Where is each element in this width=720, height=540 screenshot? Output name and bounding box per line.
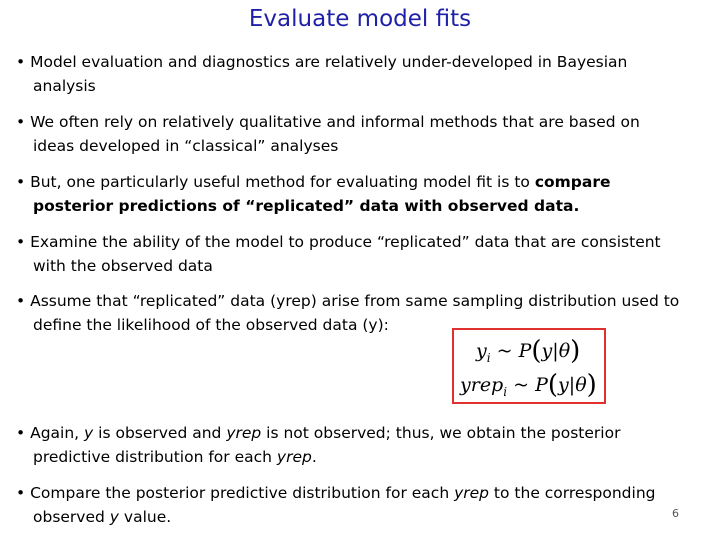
bullet-3-bold-cont: posterior predictions of “replicated” data with observed data. xyxy=(33,197,580,215)
bullet-6-text-cont: predictive distribution for each yrep. xyxy=(33,448,317,466)
bullet-5-text: Assume that “replicated” data (yrep) arise from same sampling distribution used to xyxy=(30,292,680,310)
bullet-glyph: • xyxy=(16,484,26,502)
bullet-2-text-cont: ideas developed in “classical” analyses xyxy=(33,137,339,155)
var-y: y xyxy=(109,508,119,526)
bullet-item-5 xyxy=(16,289,712,337)
bullet-glyph: • xyxy=(16,292,26,310)
bullet-item-3 xyxy=(16,170,712,218)
bullet-item-6: • Again, y is observed and yrep is not observed; thus, we obtain the posterior predictive distribution for each yrep. xyxy=(16,421,712,469)
var-y: y xyxy=(84,424,94,442)
var-yrep: yrep xyxy=(226,424,262,442)
bullet-7-text-cont: observed y value. xyxy=(33,508,172,526)
bullet-3-bold-text: compare xyxy=(534,173,611,191)
bullet-item-7: • Compare the posterior predictive distribution for each yrep to the corresponding observed y value. xyxy=(16,481,712,529)
bullet-4-text: Examine the ability of the model to produce “replicated” data that are consistent xyxy=(30,233,661,251)
bullet-item-2 xyxy=(16,110,712,158)
bullet-1-text: Model evaluation and diagnostics are relatively under-developed in Bayesian xyxy=(30,53,628,71)
bullet-glyph: • xyxy=(16,424,26,442)
bullet-glyph: • xyxy=(16,113,26,131)
bullet-glyph: • xyxy=(16,53,26,71)
formula-line-replicated: yrep$_i$ ~ P(y|θ) xyxy=(460,370,597,400)
bullet-1-text-cont: analysis xyxy=(33,77,96,95)
bullet-item-4 xyxy=(16,230,712,278)
bullet-glyph: • xyxy=(16,233,26,251)
slide-title: Evaluate model fits xyxy=(248,6,472,32)
var-yrep: yrep xyxy=(454,484,489,502)
bullet-3-text: But, one particularly useful method for evaluating model fit is to xyxy=(30,173,535,191)
bullet-2-text: We often rely on relatively qualitative and informal methods that are based on xyxy=(30,113,640,131)
bullet-glyph: • xyxy=(16,173,26,191)
var-yrep: yrep xyxy=(276,448,312,466)
page-number: 6 xyxy=(672,507,679,520)
formula-line-observed: $y_i$ ~ P(y|θ) xyxy=(476,336,581,366)
bullet-item-1 xyxy=(16,50,712,98)
bullet-4-text-cont: with the observed data xyxy=(33,257,213,275)
bullet-5-text-cont: define the likelihood of the observed data (y): xyxy=(33,316,389,334)
likelihood-formula-box xyxy=(452,328,606,404)
